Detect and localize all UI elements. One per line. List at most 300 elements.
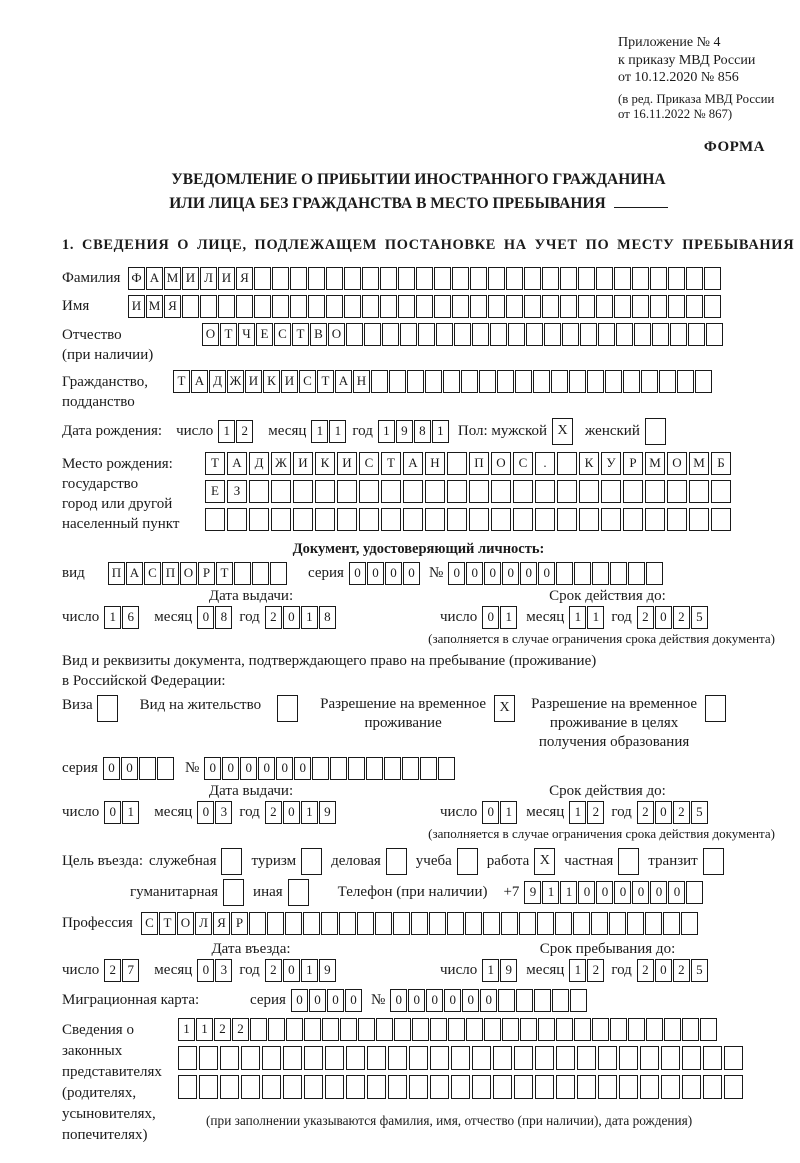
char-cell[interactable] [592,562,609,585]
char-cell[interactable]: И [218,267,235,290]
char-cell[interactable] [535,1075,554,1099]
char-cell[interactable] [663,912,680,935]
char-cell[interactable]: 2 [214,1018,231,1041]
char-cell[interactable]: 0 [258,757,275,780]
char-cell[interactable] [681,912,698,935]
char-cell[interactable] [703,1046,722,1070]
purpose-other-checkbox[interactable] [288,879,309,906]
char-cell[interactable]: 2 [637,801,654,824]
char-cell[interactable] [286,1018,303,1041]
female-checkbox[interactable] [645,418,666,445]
char-cell[interactable] [493,1046,512,1070]
char-cell[interactable] [616,323,633,346]
char-cell[interactable]: 9 [500,959,517,982]
purpose-study-checkbox[interactable] [457,848,478,875]
char-cell[interactable] [609,912,626,935]
char-cell[interactable] [552,989,569,1012]
char-cell[interactable] [325,1046,344,1070]
char-cell[interactable]: 1 [569,801,586,824]
char-cell[interactable] [601,508,621,531]
char-cell[interactable]: О [177,912,194,935]
char-cell[interactable] [403,508,423,531]
char-cell[interactable]: С [513,452,533,475]
char-cell[interactable] [272,267,289,290]
char-cell[interactable] [340,1018,357,1041]
char-cell[interactable] [469,508,489,531]
char-cell[interactable] [570,989,587,1012]
char-cell[interactable]: 0 [650,881,667,904]
char-cell[interactable] [569,370,586,393]
char-cell[interactable] [634,323,651,346]
char-cell[interactable] [598,1075,617,1099]
purpose-humanitarian-checkbox[interactable] [223,879,244,906]
char-cell[interactable]: 1 [329,420,346,443]
char-cell[interactable]: 3 [215,959,232,982]
char-cell[interactable]: 0 [462,989,479,1012]
char-cell[interactable] [425,480,445,503]
char-cell[interactable]: 0 [614,881,631,904]
char-cell[interactable]: 0 [283,959,300,982]
char-cell[interactable] [400,323,417,346]
char-cell[interactable]: 0 [197,959,214,982]
char-cell[interactable] [367,1046,386,1070]
char-cell[interactable] [447,508,467,531]
char-cell[interactable]: 0 [349,562,366,585]
char-cell[interactable] [454,323,471,346]
char-cell[interactable] [524,295,541,318]
char-cell[interactable] [139,757,156,780]
char-cell[interactable] [519,912,536,935]
char-cell[interactable] [542,295,559,318]
char-cell[interactable] [425,508,445,531]
char-cell[interactable] [610,562,627,585]
char-cell[interactable] [466,1018,483,1041]
char-cell[interactable] [178,1075,197,1099]
char-cell[interactable]: 2 [673,801,690,824]
char-cell[interactable] [312,757,329,780]
char-cell[interactable] [344,267,361,290]
char-cell[interactable] [659,370,676,393]
char-cell[interactable]: 5 [691,959,708,982]
char-cell[interactable]: 3 [215,801,232,824]
char-cell[interactable]: 0 [520,562,537,585]
char-cell[interactable] [367,1075,386,1099]
char-cell[interactable] [598,1046,617,1070]
char-cell[interactable]: Ж [227,370,244,393]
char-cell[interactable] [220,1046,239,1070]
char-cell[interactable] [268,1018,285,1041]
char-cell[interactable] [520,1018,537,1041]
char-cell[interactable] [483,912,500,935]
char-cell[interactable]: Т [159,912,176,935]
purpose-tourism-checkbox[interactable] [301,848,322,875]
char-cell[interactable] [534,989,551,1012]
char-cell[interactable]: 0 [104,801,121,824]
char-cell[interactable] [535,508,555,531]
char-cell[interactable]: О [491,452,511,475]
char-cell[interactable]: 0 [596,881,613,904]
char-cell[interactable]: 0 [204,757,221,780]
char-cell[interactable] [650,267,667,290]
char-cell[interactable]: 9 [319,801,336,824]
char-cell[interactable] [182,295,199,318]
char-cell[interactable] [667,480,687,503]
char-cell[interactable] [542,267,559,290]
char-cell[interactable]: Ч [238,323,255,346]
char-cell[interactable]: 2 [673,606,690,629]
char-cell[interactable]: 0 [482,801,499,824]
char-cell[interactable]: 1 [178,1018,195,1041]
char-cell[interactable]: Т [381,452,401,475]
char-cell[interactable] [443,370,460,393]
char-cell[interactable] [557,480,577,503]
char-cell[interactable] [362,295,379,318]
char-cell[interactable] [533,370,550,393]
char-cell[interactable]: И [337,452,357,475]
char-cell[interactable]: 0 [403,562,420,585]
char-cell[interactable]: И [245,370,262,393]
char-cell[interactable] [695,370,712,393]
char-cell[interactable] [619,1046,638,1070]
char-cell[interactable]: Т [205,452,225,475]
char-cell[interactable]: А [335,370,352,393]
char-cell[interactable] [628,1018,645,1041]
char-cell[interactable] [381,508,401,531]
char-cell[interactable] [661,1046,680,1070]
char-cell[interactable]: А [191,370,208,393]
char-cell[interactable] [272,295,289,318]
char-cell[interactable] [587,370,604,393]
char-cell[interactable] [579,508,599,531]
char-cell[interactable] [664,1018,681,1041]
char-cell[interactable] [623,480,643,503]
char-cell[interactable] [470,295,487,318]
char-cell[interactable]: А [403,452,423,475]
char-cell[interactable] [682,1018,699,1041]
char-cell[interactable]: Д [209,370,226,393]
char-cell[interactable] [303,912,320,935]
char-cell[interactable]: . [535,452,555,475]
char-cell[interactable] [241,1046,260,1070]
char-cell[interactable]: 2 [637,606,654,629]
char-cell[interactable] [425,370,442,393]
char-cell[interactable]: О [180,562,197,585]
char-cell[interactable]: 0 [448,562,465,585]
char-cell[interactable] [502,1018,519,1041]
char-cell[interactable] [578,295,595,318]
char-cell[interactable] [472,1046,491,1070]
char-cell[interactable] [308,295,325,318]
char-cell[interactable] [394,1018,411,1041]
char-cell[interactable]: М [146,295,163,318]
char-cell[interactable] [234,562,251,585]
char-cell[interactable]: 0 [538,562,555,585]
char-cell[interactable]: С [141,912,158,935]
char-cell[interactable]: 5 [691,606,708,629]
char-cell[interactable] [293,508,313,531]
char-cell[interactable] [501,912,518,935]
char-cell[interactable]: Л [195,912,212,935]
char-cell[interactable] [381,480,401,503]
char-cell[interactable]: Ж [271,452,291,475]
char-cell[interactable] [227,508,247,531]
char-cell[interactable]: 0 [655,801,672,824]
char-cell[interactable]: О [202,323,219,346]
char-cell[interactable]: 0 [426,989,443,1012]
char-cell[interactable] [262,1046,281,1070]
char-cell[interactable]: Р [198,562,215,585]
char-cell[interactable] [452,267,469,290]
char-cell[interactable] [346,1046,365,1070]
char-cell[interactable] [254,295,271,318]
char-cell[interactable] [577,1046,596,1070]
char-cell[interactable] [689,508,709,531]
char-cell[interactable] [645,508,665,531]
char-cell[interactable]: 2 [587,959,604,982]
char-cell[interactable] [205,508,225,531]
char-cell[interactable]: 0 [578,881,595,904]
char-cell[interactable] [346,323,363,346]
char-cell[interactable] [398,267,415,290]
char-cell[interactable] [438,757,455,780]
char-cell[interactable]: П [469,452,489,475]
char-cell[interactable] [524,267,541,290]
char-cell[interactable] [326,295,343,318]
char-cell[interactable] [513,480,533,503]
char-cell[interactable] [420,757,437,780]
char-cell[interactable] [703,1075,722,1099]
char-cell[interactable] [560,267,577,290]
char-cell[interactable]: И [128,295,145,318]
char-cell[interactable] [677,370,694,393]
char-cell[interactable] [661,1075,680,1099]
char-cell[interactable] [598,323,615,346]
char-cell[interactable] [447,912,464,935]
char-cell[interactable] [557,508,577,531]
char-cell[interactable]: Т [317,370,334,393]
char-cell[interactable] [375,912,392,935]
char-cell[interactable] [513,508,533,531]
char-cell[interactable]: 9 [396,420,413,443]
char-cell[interactable]: 0 [197,606,214,629]
char-cell[interactable] [416,295,433,318]
char-cell[interactable] [556,1075,575,1099]
char-cell[interactable] [704,267,721,290]
char-cell[interactable] [220,1075,239,1099]
char-cell[interactable]: Р [623,452,643,475]
char-cell[interactable] [346,1075,365,1099]
char-cell[interactable] [359,508,379,531]
char-cell[interactable] [304,1075,323,1099]
char-cell[interactable] [580,323,597,346]
char-cell[interactable] [591,912,608,935]
char-cell[interactable] [285,912,302,935]
char-cell[interactable] [688,323,705,346]
char-cell[interactable] [344,295,361,318]
char-cell[interactable] [605,370,622,393]
char-cell[interactable]: Т [292,323,309,346]
char-cell[interactable] [398,295,415,318]
char-cell[interactable] [358,1018,375,1041]
char-cell[interactable]: 0 [466,562,483,585]
char-cell[interactable] [357,912,374,935]
char-cell[interactable]: 1 [500,801,517,824]
char-cell[interactable] [308,267,325,290]
char-cell[interactable]: Т [216,562,233,585]
char-cell[interactable]: 0 [294,757,311,780]
char-cell[interactable] [371,370,388,393]
char-cell[interactable]: А [126,562,143,585]
char-cell[interactable] [366,757,383,780]
char-cell[interactable]: 2 [673,959,690,982]
char-cell[interactable] [325,1075,344,1099]
char-cell[interactable]: 0 [197,801,214,824]
char-cell[interactable] [290,267,307,290]
char-cell[interactable] [330,757,347,780]
char-cell[interactable]: Я [236,267,253,290]
char-cell[interactable] [724,1046,743,1070]
char-cell[interactable]: 1 [301,801,318,824]
char-cell[interactable]: 0 [655,606,672,629]
char-cell[interactable] [506,295,523,318]
char-cell[interactable] [409,1075,428,1099]
char-cell[interactable]: 1 [432,420,449,443]
char-cell[interactable]: 0 [444,989,461,1012]
char-cell[interactable] [254,267,271,290]
char-cell[interactable]: 0 [632,881,649,904]
char-cell[interactable] [236,295,253,318]
char-cell[interactable] [556,562,573,585]
char-cell[interactable]: 1 [569,959,586,982]
char-cell[interactable] [650,295,667,318]
char-cell[interactable] [516,989,533,1012]
char-cell[interactable]: 2 [637,959,654,982]
char-cell[interactable]: Л [200,267,217,290]
char-cell[interactable]: 0 [121,757,138,780]
char-cell[interactable] [283,1046,302,1070]
char-cell[interactable] [380,267,397,290]
char-cell[interactable] [556,1018,573,1041]
char-cell[interactable] [339,912,356,935]
char-cell[interactable] [382,323,399,346]
char-cell[interactable] [641,370,658,393]
char-cell[interactable]: 1 [500,606,517,629]
char-cell[interactable] [436,323,453,346]
char-cell[interactable] [472,323,489,346]
char-cell[interactable]: Р [231,912,248,935]
char-cell[interactable] [577,1075,596,1099]
char-cell[interactable] [700,1018,717,1041]
char-cell[interactable]: В [310,323,327,346]
char-cell[interactable] [434,295,451,318]
char-cell[interactable] [574,1018,591,1041]
char-cell[interactable]: У [601,452,621,475]
char-cell[interactable] [667,508,687,531]
char-cell[interactable]: 1 [104,606,121,629]
char-cell[interactable]: Б [711,452,731,475]
char-cell[interactable] [348,757,365,780]
char-cell[interactable] [364,323,381,346]
char-cell[interactable] [461,370,478,393]
char-cell[interactable]: 1 [560,881,577,904]
char-cell[interactable] [491,508,511,531]
char-cell[interactable]: И [293,452,313,475]
char-cell[interactable] [403,480,423,503]
char-cell[interactable] [409,1046,428,1070]
char-cell[interactable] [479,370,496,393]
char-cell[interactable]: С [274,323,291,346]
char-cell[interactable]: 0 [668,881,685,904]
char-cell[interactable] [178,1046,197,1070]
char-cell[interactable] [623,508,643,531]
char-cell[interactable] [640,1075,659,1099]
char-cell[interactable]: Е [256,323,273,346]
char-cell[interactable] [497,370,514,393]
temp-residence-checkbox[interactable]: X [494,695,515,722]
char-cell[interactable] [619,1075,638,1099]
char-cell[interactable]: О [667,452,687,475]
char-cell[interactable] [430,1046,449,1070]
char-cell[interactable]: 2 [265,959,282,982]
char-cell[interactable] [388,1075,407,1099]
char-cell[interactable]: 0 [385,562,402,585]
char-cell[interactable] [412,1018,429,1041]
char-cell[interactable]: 0 [291,989,308,1012]
char-cell[interactable] [686,881,703,904]
char-cell[interactable] [535,480,555,503]
char-cell[interactable]: 1 [378,420,395,443]
char-cell[interactable] [465,912,482,935]
char-cell[interactable] [668,295,685,318]
char-cell[interactable] [506,267,523,290]
char-cell[interactable] [498,989,515,1012]
char-cell[interactable] [199,1046,218,1070]
char-cell[interactable]: 8 [414,420,431,443]
char-cell[interactable] [645,912,662,935]
char-cell[interactable]: М [164,267,181,290]
char-cell[interactable] [555,912,572,935]
char-cell[interactable] [646,562,663,585]
char-cell[interactable] [271,480,291,503]
char-cell[interactable]: З [227,480,247,503]
char-cell[interactable]: А [227,452,247,475]
char-cell[interactable]: 1 [301,606,318,629]
temp-residence-education-checkbox[interactable] [705,695,726,722]
char-cell[interactable] [447,452,467,475]
char-cell[interactable] [574,562,591,585]
char-cell[interactable]: П [162,562,179,585]
char-cell[interactable] [560,295,577,318]
purpose-business-checkbox[interactable] [386,848,407,875]
char-cell[interactable] [632,295,649,318]
char-cell[interactable]: 2 [232,1018,249,1041]
char-cell[interactable]: К [263,370,280,393]
char-cell[interactable]: Т [220,323,237,346]
char-cell[interactable]: Я [164,295,181,318]
char-cell[interactable] [430,1075,449,1099]
char-cell[interactable]: П [108,562,125,585]
char-cell[interactable] [359,480,379,503]
char-cell[interactable] [380,295,397,318]
char-cell[interactable] [704,295,721,318]
char-cell[interactable]: 0 [408,989,425,1012]
char-cell[interactable] [429,912,446,935]
char-cell[interactable] [270,562,287,585]
char-cell[interactable]: 6 [122,606,139,629]
char-cell[interactable]: М [645,452,665,475]
char-cell[interactable]: 0 [283,606,300,629]
char-cell[interactable]: И [281,370,298,393]
